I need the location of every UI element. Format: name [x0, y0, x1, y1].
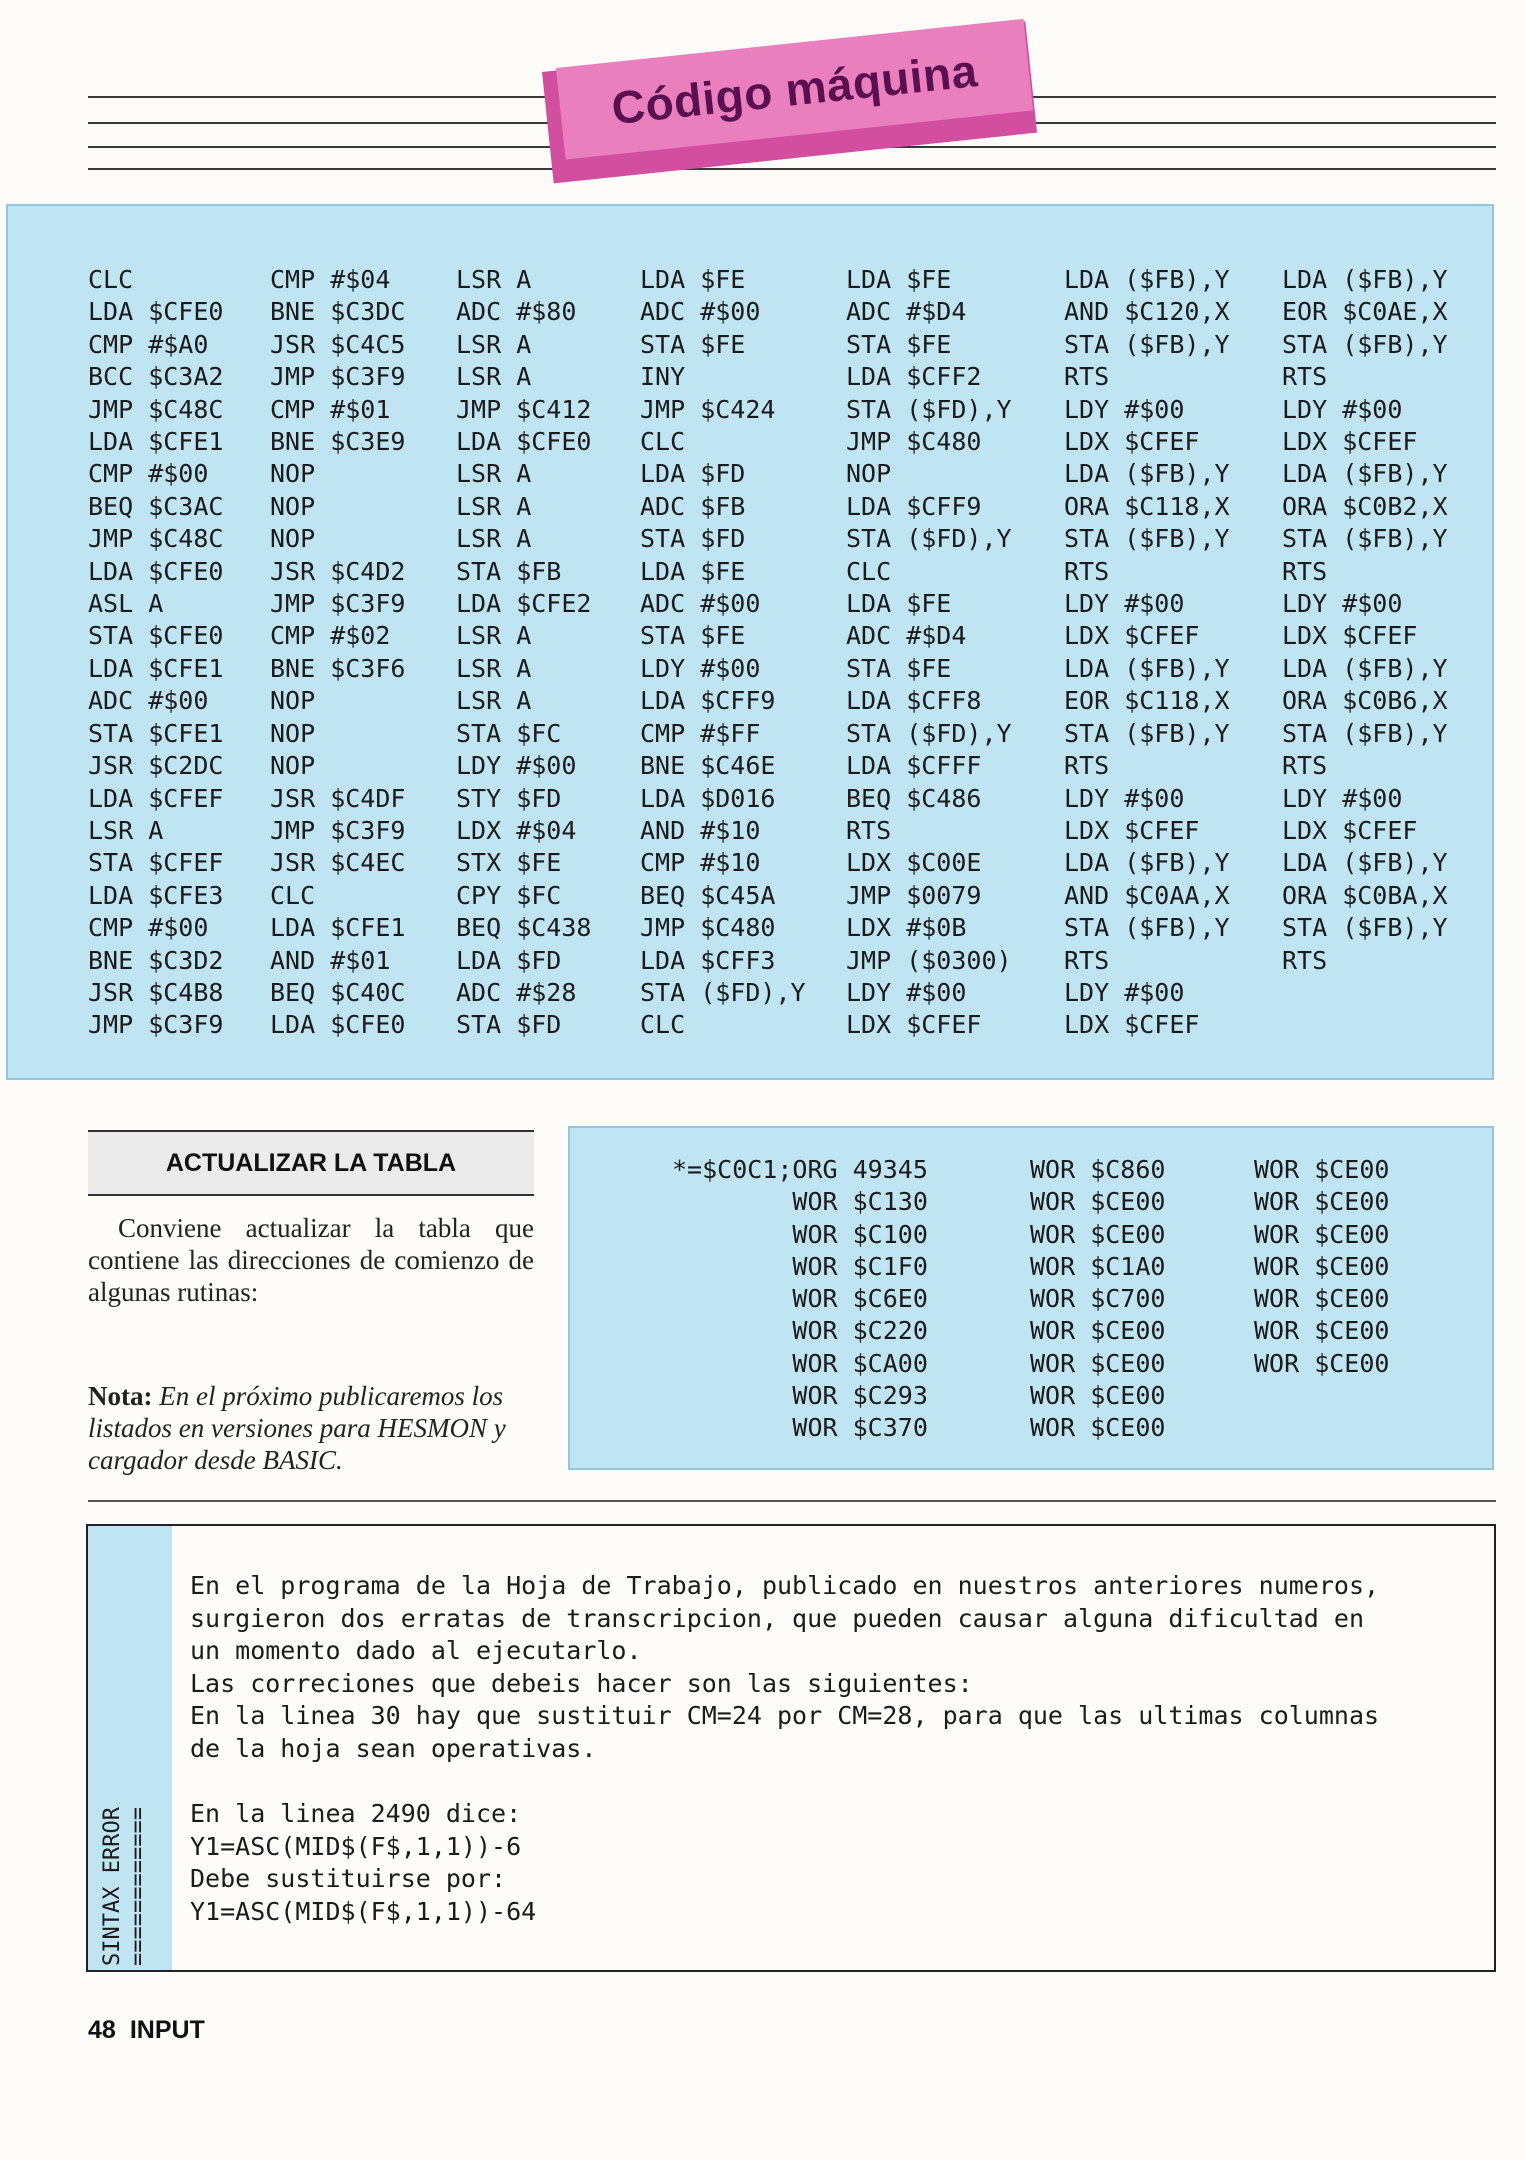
- sintax-error-box: [86, 1524, 1496, 1972]
- sintax-error-text: En el programa de la Hoja de Trabajo, publicado en nuestros anteriores numeros, surgieron dos erratas de transcripcion, que pueden causar alguna dificultad en un momento dado al ejecutarlo. Las correciones que debeis hacer son las siguientes: En la linea 30 hay que sustituir CM=24 por CM=28, para que las ultimas columnas de la hoja sean operativas. En la linea 2490 dice: Y1=ASC(MID$(F$,1,1))-6 Debe sustituirse por: Y1=ASC(MID$(F$,1,1))-64: [190, 1571, 1380, 1926]
- tabla-intro: Conviene actualizar la tabla que contiene las direcciones de comienzo de algunas rutinas:: [88, 1213, 534, 1307]
- code-column-4: LDA $FE ADC #$00 STA $FE INY JMP $C424 CLC LDA $FD ADC $FB STA $FD LDA $FE ADC #$00 STA $FE LDY #$00 LDA $CFF9 CMP #$FF BNE $C46E LDA $D016 AND #$10 CMP #$10 BEQ $C45A JMP $C480 LDA $CFF3 STA ($FD),Y CLC: [640, 265, 806, 1040]
- nota-label: Nota:: [88, 1381, 153, 1411]
- tabla-heading: ACTUALIZAR LA TABLA: [88, 1130, 534, 1196]
- wor-listing: [568, 1126, 1494, 1470]
- nota-paragraph: [88, 1380, 534, 1476]
- wor-column-2: WOR $C860 WOR $CE00 WOR $CE00 WOR $C1A0 WOR $C700 WOR $CE00 WOR $CE00 WOR $CE00 WOR $CE00: [1030, 1155, 1166, 1443]
- nota-text: En el próximo publicaremos los listados en versiones para HESMON y cargador desde BASIC.: [88, 1381, 506, 1475]
- code-column-5: LDA $FE ADC #$D4 STA $FE LDA $CFF2 STA ($FD),Y JMP $C480 NOP LDA $CFF9 STA ($FD),Y CLC LDA $FE ADC #$D4 STA $FE LDA $CFF8 STA ($FD),Y LDA $CFFF BEQ $C486 RTS LDX $C00E JMP $0079 LDX #$0B JMP ($0300) LDY #$00 LDX $CFEF: [846, 265, 1012, 1040]
- header-rule-4: [88, 168, 1496, 170]
- section-separator: [88, 1500, 1496, 1502]
- code-column-7: LDA ($FB),Y EOR $C0AE,X STA ($FB),Y RTS LDY #$00 LDX $CFEF LDA ($FB),Y ORA $C0B2,X STA ($FB),Y RTS LDY #$00 LDX $CFEF LDA ($FB),Y ORA $C0B6,X STA ($FB),Y RTS LDY #$00 LDX $CFEF LDA ($FB),Y ORA $C0BA,X STA ($FB),Y RTS: [1282, 265, 1448, 975]
- magazine-name: INPUT: [129, 2016, 205, 2044]
- page-footer: [88, 2016, 219, 2045]
- page-number: 48: [88, 2016, 116, 2044]
- sintax-error-strip: [88, 1526, 172, 1970]
- wor-column-1: *=$C0C1;ORG 49345 WOR $C130 WOR $C100 WOR $C1F0 WOR $C6E0 WOR $C220 WOR $CA00 WOR $C293 WOR $C370: [672, 1155, 928, 1443]
- code-column-1: CLC LDA $CFE0 CMP #$A0 BCC $C3A2 JMP $C48C LDA $CFE1 CMP #$00 BEQ $C3AC JMP $C48C LDA $CFE0 ASL A STA $CFE0 LDA $CFE1 ADC #$00 STA $CFE1 JSR $C2DC LDA $CFEF LSR A STA $CFEF LDA $CFE3 CMP #$00 BNE $C3D2 JSR $C4B8 JMP $C3F9: [88, 265, 224, 1040]
- code-listing: [6, 204, 1494, 1080]
- wor-column-3: WOR $CE00 WOR $CE00 WOR $CE00 WOR $CE00 WOR $CE00 WOR $CE00 WOR $CE00: [1254, 1155, 1390, 1378]
- sintax-error-label: SINTAX ERROR ============: [100, 1807, 151, 1966]
- section-title: Código máquina: [609, 44, 980, 135]
- code-column-2: CMP #$04 BNE $C3DC JSR $C4C5 JMP $C3F9 CMP #$01 BNE $C3E9 NOP NOP NOP JSR $C4D2 JMP $C3F9 CMP #$02 BNE $C3F6 NOP NOP NOP JSR $C4DF JMP $C3F9 JSR $C4EC CLC LDA $CFE1 AND #$01 BEQ $C40C LDA $CFE0: [270, 265, 406, 1040]
- code-column-3: LSR A ADC #$80 LSR A LSR A JMP $C412 LDA $CFE0 LSR A LSR A LSR A STA $FB LDA $CFE2 LSR A LSR A LSR A STA $FC LDY #$00 STY $FD LDX #$04 STX $FE CPY $FC BEQ $C438 LDA $FD ADC #$28 STA $FD: [456, 265, 592, 1040]
- code-column-6: LDA ($FB),Y AND $C120,X STA ($FB),Y RTS LDY #$00 LDX $CFEF LDA ($FB),Y ORA $C118,X STA ($FB),Y RTS LDY #$00 LDX $CFEF LDA ($FB),Y EOR $C118,X STA ($FB),Y RTS LDY #$00 LDX $CFEF LDA ($FB),Y AND $C0AA,X STA ($FB),Y RTS LDY #$00 LDX $CFEF: [1064, 265, 1230, 1040]
